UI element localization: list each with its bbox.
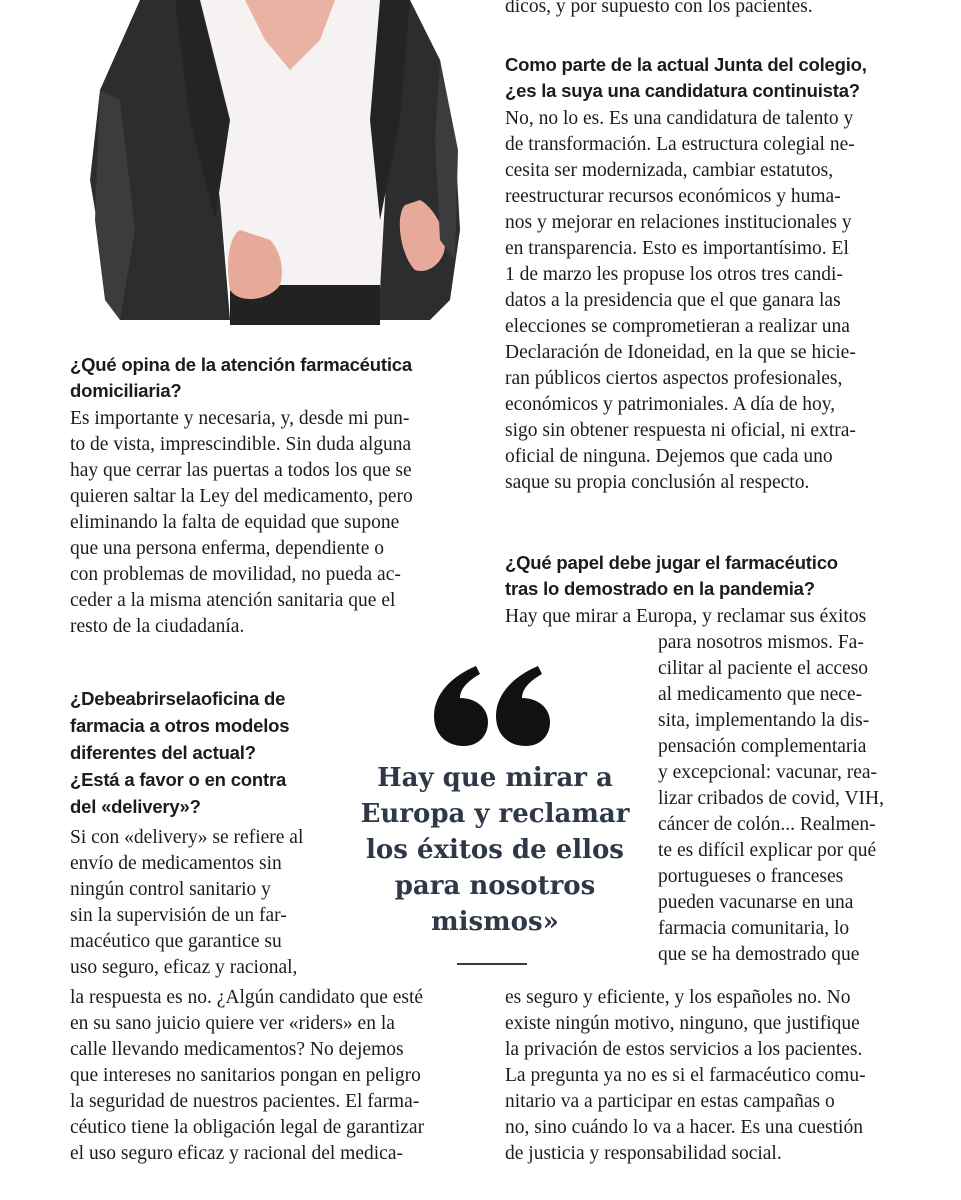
answer-line: dicos, y por supuesto con los pacientes. — [505, 0, 813, 17]
answer-line: Es importante y necesaria, y, desde mi pun- — [70, 408, 410, 429]
question-heading: domiciliaria? — [70, 380, 182, 401]
answer-line: cesita ser modernizada, cambiar estatutos, — [505, 160, 834, 181]
answer-line: ran públicos ciertos aspectos profesionales, — [505, 368, 843, 389]
answer-line: no, sino cuándo lo va a hacer. Es una cuestión — [505, 1117, 863, 1138]
answer-line: nitario va a participar en estas campañas o — [505, 1091, 835, 1112]
answer-line: calle llevando medicamentos? No dejemos — [70, 1039, 404, 1060]
quote-mark-icon — [432, 658, 552, 748]
question-heading: Como parte de la actual Junta del colegio, — [505, 54, 867, 75]
answer-line: No, no lo es. Es una candidatura de talento y — [505, 108, 854, 129]
answer-line: al medicamento que nece- — [658, 684, 863, 705]
answer-line: te es difícil explicar por qué — [658, 840, 877, 861]
answer-line: uso seguro, eficaz y racional, — [70, 957, 298, 978]
answer-line: Hay que mirar a Europa, y reclamar sus éxitos — [505, 606, 867, 627]
quote-divider — [457, 963, 527, 965]
pull-quote-line: los éxitos de ellos — [366, 835, 624, 865]
answer-line: hay que cerrar las puertas a todos los que se — [70, 460, 412, 481]
answer-line: resto de la ciudadanía. — [70, 616, 245, 637]
answer-line: lizar cribados de covid, VIH, — [658, 788, 884, 809]
answer-line: datos a la presidencia que el que ganara las — [505, 290, 841, 311]
answer-line: envío de medicamentos sin — [70, 853, 282, 874]
answer-line: la seguridad de nuestros pacientes. El farma- — [70, 1091, 420, 1112]
answer-line: cilitar al paciente el acceso — [658, 658, 869, 679]
pull-quote-line: Hay que mirar a — [377, 763, 613, 793]
answer-line: nos y mejorar en relaciones institucionales y — [505, 212, 852, 233]
answer-line: farmacia comunitaria, lo — [658, 918, 850, 939]
answer-line: pensación complementaria — [658, 736, 867, 757]
answer-line: existe ningún motivo, ninguno, que justifique — [505, 1013, 860, 1034]
answer-line: La pregunta ya no es si el farmacéutico comu- — [505, 1065, 866, 1086]
answer-line: elecciones se comprometieran a realizar una — [505, 316, 850, 337]
question-heading: ¿Qué opina de la atención farmacéutica — [70, 354, 412, 375]
answer-line: pueden vacunarse en una — [658, 892, 854, 913]
question-heading: tras lo demostrado en la pandemia? — [505, 578, 815, 599]
pull-quote-line: mismos» — [431, 907, 559, 937]
answer-line: to de vista, imprescindible. Sin duda alguna — [70, 434, 412, 455]
answer-line: quieren saltar la Ley del medicamento, pero — [70, 486, 413, 507]
answer-line: la privación de estos servicios a los pacientes. — [505, 1039, 863, 1060]
answer-line: para nosotros mismos. Fa- — [658, 632, 864, 653]
answer-line: que se ha demostrado que — [658, 944, 860, 965]
answer-line: el uso seguro eficaz y racional del medica- — [70, 1143, 403, 1164]
question-heading: ¿es la suya una candidatura continuista? — [505, 80, 860, 101]
answer-line: 1 de marzo les propuse los otros tres candi- — [505, 264, 843, 285]
question-heading: ¿Está a favor o en contra — [70, 769, 287, 790]
answer-line: ningún control sanitario y — [70, 879, 271, 900]
answer-line: Declaración de Idoneidad, en la que se hicie- — [505, 342, 856, 363]
answer-line: ceder a la misma atención sanitaria que el — [70, 590, 396, 611]
question-heading: farmacia a otros modelos — [70, 715, 290, 736]
answer-line: económicos y patrimoniales. A día de hoy, — [505, 394, 836, 415]
answer-line: macéutico que garantice su — [70, 931, 282, 952]
answer-line: y excepcional: vacunar, rea- — [658, 762, 878, 783]
answer-line: sigo sin obtener respuesta ni oficial, ni extra- — [505, 420, 856, 441]
pull-quote — [340, 760, 650, 940]
interviewee-photo — [80, 0, 470, 325]
answer-line: eliminando la falta de equidad que supone — [70, 512, 400, 533]
question-heading: ¿Debeabrirselaoficina de — [70, 688, 286, 709]
answer-line: de justicia y responsabilidad social. — [505, 1143, 782, 1164]
answer-line: sin la supervisión de un far- — [70, 905, 287, 926]
question-heading: del «delivery»? — [70, 796, 201, 817]
answer-line: es seguro y eficiente, y los españoles no. No — [505, 987, 851, 1008]
question-heading: ¿Qué papel debe jugar el farmacéutico — [505, 552, 838, 573]
answer-line: cáncer de colón... Realmen- — [658, 814, 876, 835]
pull-quote-line: Europa y reclamar — [360, 799, 630, 829]
answer-line: en su sano juicio quiere ver «riders» en la — [70, 1013, 395, 1034]
answer-line: portugueses o franceses — [658, 866, 844, 887]
answer-line: que intereses no sanitarios pongan en peligro — [70, 1065, 421, 1086]
answer-line: la respuesta es no. ¿Algún candidato que esté — [70, 987, 424, 1008]
answer-line: oficial de ninguna. Dejemos que cada uno — [505, 446, 833, 467]
question-heading: diferentes del actual? — [70, 742, 256, 763]
answer-line: de transformación. La estructura colegial ne- — [505, 134, 855, 155]
answer-line: saque su propia conclusión al respecto. — [505, 472, 810, 493]
answer-line: Si con «delivery» se refiere al — [70, 827, 304, 848]
answer-line: reestructurar recursos económicos y huma- — [505, 186, 841, 207]
answer-line: sita, implementando la dis- — [658, 710, 870, 731]
answer-line: con problemas de movilidad, no pueda ac- — [70, 564, 401, 585]
pull-quote-line: para nosotros — [394, 871, 596, 901]
answer-line: que una persona enferma, dependiente o — [70, 538, 385, 559]
answer-line: céutico tiene la obligación legal de garantizar — [70, 1117, 425, 1138]
answer-line: en transparencia. Esto es importantísimo. El — [505, 238, 849, 259]
